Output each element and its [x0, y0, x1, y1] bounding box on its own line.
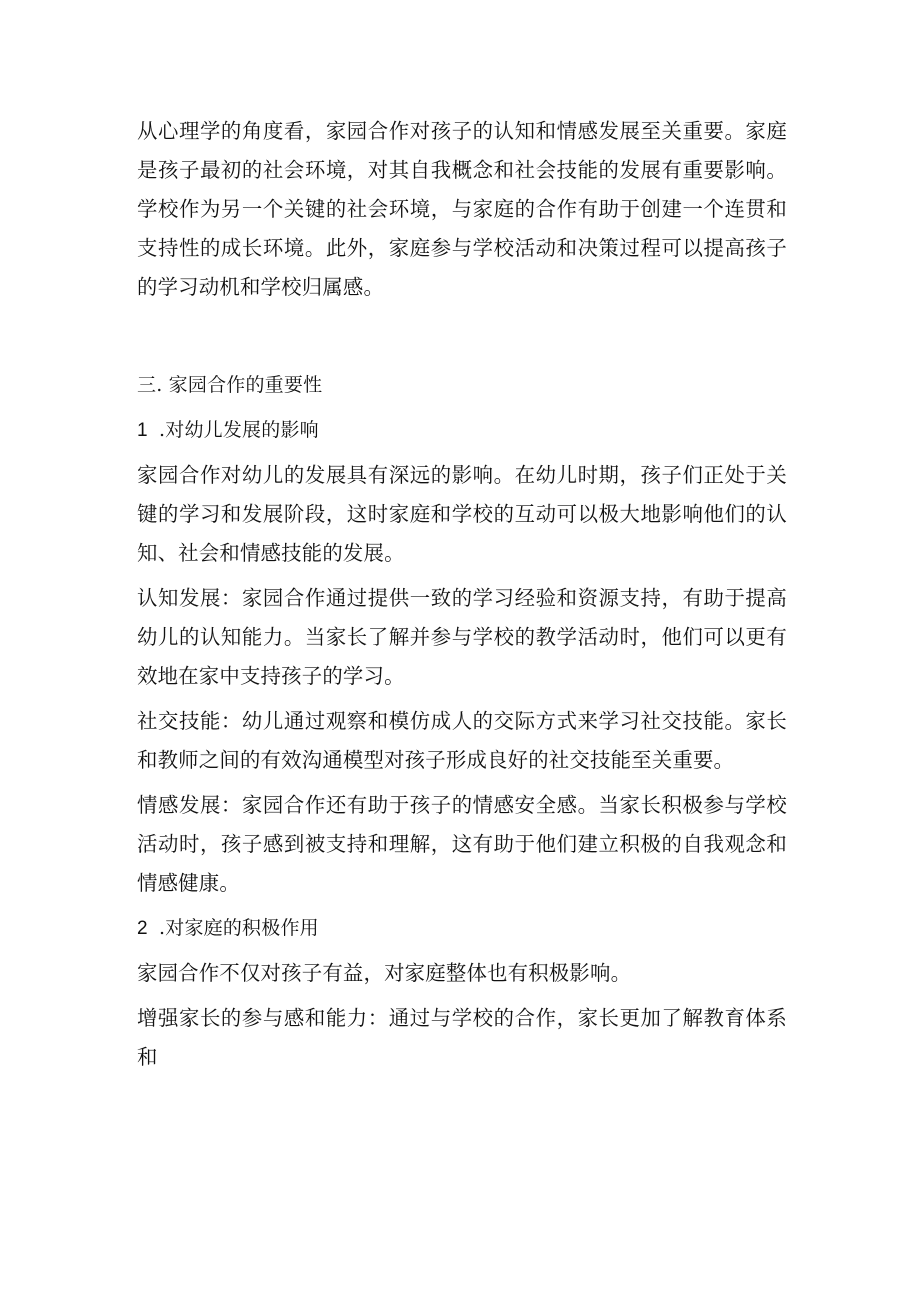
child-development-paragraph: 家园合作对幼儿的发展具有深远的影响。在幼儿时期，孩子们正处于关键的学习和发展阶段，这时家庭和学校的互动可以极大地影响他们的认知、社会和情感技能的发展。 [137, 463, 787, 565]
parent-participation-paragraph: 增强家长的参与感和能力：通过与学校的合作，家长更加了解教育体系和 [137, 1006, 787, 1069]
cognitive-development-paragraph: 认知发展：家园合作通过提供一致的学习经验和资源支持，有助于提高幼儿的认知能力。当家长了解并参与学校的教学活动时，他们可以更有效地在家中支持孩子的学习。 [137, 586, 787, 688]
subheading-number: 2 [137, 918, 148, 939]
social-skills-paragraph: 社交技能：幼儿通过观察和模仿成人的交际方式来学习社交技能。家长和教师之间的有效沟通模型对孩子形成良好的社交技能至关重要。 [137, 709, 787, 772]
document-body [137, 112, 787, 1077]
subheading-family-benefits [137, 909, 787, 948]
subheading-number: 1 [137, 420, 148, 441]
intro-paragraph: 从心理学的角度看，家园合作对孩子的认知和情感发展至关重要。家庭是孩子最初的社会环境，对其自我概念和社会技能的发展有重要影响。学校作为另一个关键的社会环境，与家庭的合作有助于创建一个连贯和支持性的成长环境。此外，家庭参与学校活动和决策过程可以提高孩子的学习动机和学校归属感。 [137, 119, 787, 299]
subheading-title: .对幼儿发展的影响 [159, 419, 319, 441]
section-heading: 三. 家园合作的重要性 [137, 374, 323, 396]
subheading-title: .对家庭的积极作用 [159, 917, 319, 939]
family-benefits-paragraph: 家园合作不仅对孩子有益，对家庭整体也有积极影响。 [137, 961, 632, 985]
subheading-child-development [137, 411, 787, 450]
emotional-development-paragraph: 情感发展：家园合作还有助于孩子的情感安全感。当家长积极参与学校活动时，孩子感到被支持和理解，这有助于他们建立积极的自我观念和情感健康。 [137, 793, 787, 895]
